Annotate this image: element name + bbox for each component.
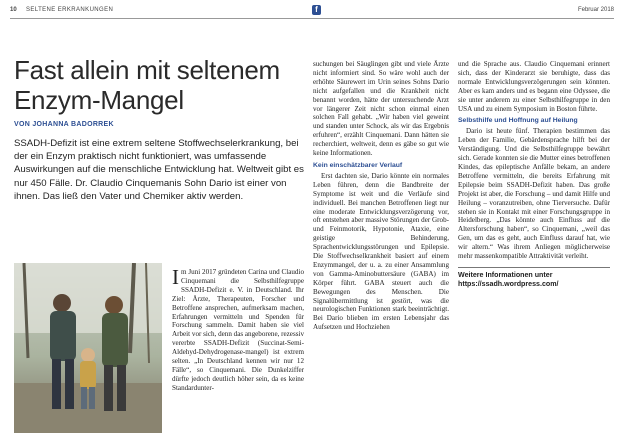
issue-date: Februar 2018	[577, 7, 614, 13]
column-1-text: m Juni 2017 gründeten Carina und Claudio Cinquemani die Selbsthilfegruppe SSADH-Defizit e. V. in Deutschland. Ihr Ziel: Ärzte, Therapeuten, Forscher und Betroffene ansprechen, aufmerksam machen, Erfahrungen vermitteln und Spenden für Forschung sammeln. Damit haben sie viel Arbeit vor sich, denn das angeborene, rezessiv vererbte SSADH-Defizit (Succinat-Semi-Aldehyd-Dehydrogenase-mangel) ist extrem selten. „In Deutschland kennen wir nur 12 Fälle“, so Cinquemani. Die Dunkelziffer dürfte jedoch deutlich höher sein, da es keine Standardunter-	[172, 268, 304, 392]
info-label: Weitere Informationen unter	[458, 270, 553, 279]
article-photo	[14, 263, 162, 433]
article-title: Fast allein mit seltenem Enzym-Mangel	[14, 55, 280, 115]
article-byline: VON JOHANNA BADORREK	[14, 121, 114, 128]
column-3-paragraph-2: Dario ist heute fünf. Therapien bestimmen das Leben der Familie, Gebärdensprache hilft bei der Verständigung. Und die Selbsthilfegruppe bewährt sich. Gerade konnten sie die Mutter eines betroffenen Kindes, das epileptische Anfälle bekam, an andere Betroffene vermitteln, die bereits Erfahrung mit Epilepsie beim SSADH-Defizit haben. Das große Projekt ist aber, die Forschung – und damit Hilfe und Heilung – voranzutreiben, ohne Tierversuche. Dafür stehen sie in Kontakt mit einer Forschungsgruppe in Heidelberg. „Das könnte auch Einfluss auf die Altersforschung haben“, so Cinquemani, „weil das Gen, um das es geht, auch Einfluss darauf hat, wie wir altern.“ Was ihrem Anliegen möglicherweise mehr massenkompatible Attraktivität verleiht.	[458, 127, 610, 261]
column-2-paragraph-1: suchungen bei Säuglingen gibt und viele Ärzte nicht informiert sind. So wäre wohl auch der erhöhte Säurewert im Urin seines Sohns Dario nicht aufgefallen und die Krankheit nicht benannt worden, hätte der untersuchende Arzt vor längerer Zeit nicht schon einmal einen solchen Fall gehabt. „Wir haben viel geweint und standen unter Schock, als wir das Ergebnis erfuhren“, erzählt Cinquemani. Dann hätten sie recherchiert, weltweit, denn es gäbe so gut wie keine Informationen.	[313, 60, 449, 158]
column-2-paragraph-2: Erst dachten sie, Dario könnte ein normales Leben führen, denn die Bandbreite der Symptome ist weit und die Verläufe sind individuell. Bei manchen Betroffenen liegt nur eine moderate Entwicklungsverzögerung vor, oft entstehen aber massive Störungen der Grob- und Feinmotorik, Hypotonie, Ataxie, eine geistige Behinderung, Sprachentwicklungsstörungen und Epilepsie. Die Stoffwechselkrankheit basiert auf einem Enzymmangel, der u. a. zu einer Ansammlung von Gamma-Aminobuttersäure (GABA) im Körper führt. GABA steuert auch die Bewegungen des Menschen. Die Signalübermittlung ist gestört, was die neurologischen Funktionen stark beeinträchtigt. Bei Dario blieben im ersten Lebensjahr das Aufsetzen und Hochziehen	[313, 171, 449, 332]
info-link[interactable]: https://ssadh.wordpress.com/	[458, 279, 559, 288]
body-column-2	[313, 60, 449, 332]
body-column-3	[458, 60, 610, 289]
info-box	[458, 267, 610, 289]
page-header	[10, 5, 614, 17]
article-lead: SSADH-Defizit ist eine extrem seltene Stoffwechselerkrankung, bei der ein Enzym praktisch nicht funktioniert, was umfassende Auswirkungen auf die menschliche Entwicklung hat. Weltweit gibt es nur 450 Fälle. Dr. Claudio Cinquemanis Sohn Dario ist einer von ihnen. Das ließ den Vater und Chemiker aktiv werden.	[14, 138, 304, 202]
column-3-paragraph-1: und die Sprache aus. Claudio Cinquemani erinnert sich, dass der Kinderarzt sie beruhigte, dass das normale Entwicklungsverzögerungen sein könnten. Aber es kam anders und es begann eine Odyssee, die sie unter anderem zu einer Selbsthilfegruppe in den USA und zu einem Symposium in Boston führte.	[458, 60, 610, 113]
page-number: 10	[10, 7, 17, 13]
drop-cap: I	[172, 265, 179, 289]
body-column-1	[172, 265, 304, 393]
family-walking-photo	[14, 263, 162, 433]
subheading-verlauf: Kein einschätzbarer Verlauf	[313, 161, 403, 169]
header-divider	[10, 18, 614, 19]
magazine-logo-icon: f	[312, 5, 321, 15]
subheading-selbsthilfe: Selbsthilfe und Hoffnung auf Heilung	[458, 117, 578, 125]
section-label: SELTENE ERKRANKUNGEN	[26, 7, 114, 13]
